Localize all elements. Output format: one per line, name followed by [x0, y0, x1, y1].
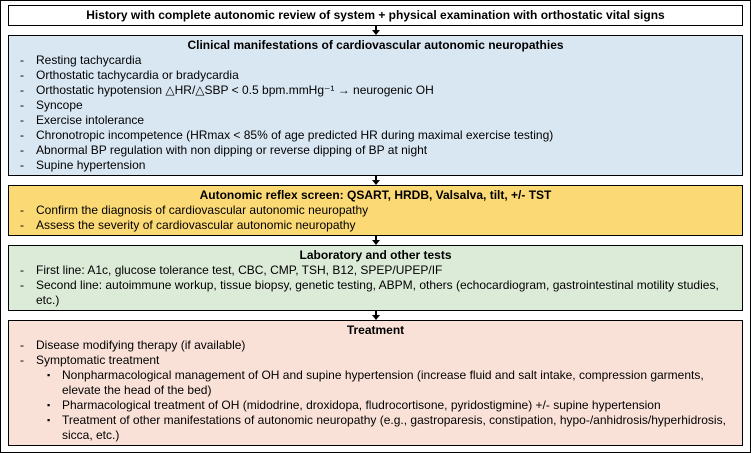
clinical-item — [14, 83, 737, 98]
down-arrow — [8, 26, 743, 35]
dash-bullet: - — [20, 278, 24, 292]
square-bullet: ▪ — [47, 415, 51, 425]
clinical-title: Clinical manifestations of cardiovascular autonomic neuropathies — [187, 38, 564, 52]
dash-bullet: - — [20, 218, 24, 232]
treatment-item — [14, 353, 737, 368]
dash-bullet: - — [20, 68, 24, 82]
labs-item-text: First line: A1c, glucose tolerance test, CBC, CMP, TSH, B12, SPEP/UPEP/IF — [36, 263, 443, 277]
treatment-sub-item-text: Pharmacological treatment of OH (midodrine, droxidopa, fludrocortisone, pyridostigmine) +/- supine hypertension — [62, 398, 661, 412]
history-box — [8, 5, 743, 26]
down-arrow — [8, 236, 743, 245]
dash-bullet: - — [20, 353, 24, 367]
treatment-sub-item — [41, 398, 737, 413]
clinical-item-text: Abnormal BP regulation with non dipping or reverse dipping of BP at night — [36, 143, 428, 157]
dash-bullet: - — [20, 338, 24, 352]
labs-item — [14, 278, 737, 308]
treatment-item-text: Symptomatic treatment — [36, 353, 160, 367]
laboratory-tests-box — [8, 245, 743, 311]
treatment-title: Treatment — [346, 323, 405, 337]
dash-bullet: - — [20, 83, 24, 97]
clinical-item — [14, 68, 737, 83]
labs-item-text: Second line: autoimmune workup, tissue biopsy, genetic testing, ABPM, others (echocardiogram, gastrointestinal motility studies, etc.) — [36, 278, 719, 307]
clinical-item-text: Chronotropic incompetence (HRmax < 85% of age predicted HR during maximal exercise testing) — [36, 128, 554, 142]
treatment-item — [14, 338, 737, 353]
dash-bullet: - — [20, 143, 24, 157]
dash-bullet: - — [20, 263, 24, 277]
reflex-item — [14, 203, 737, 218]
reflex-item-text: Confirm the diagnosis of cardiovascular autonomic neuropathy — [36, 203, 369, 217]
clinical-item — [14, 98, 737, 113]
clinical-item-text: Exercise intolerance — [36, 113, 145, 127]
down-arrow — [8, 311, 743, 320]
reflex-title: Autonomic reflex screen: QSART, HRDB, Valsalva, tilt, +/- TST — [199, 188, 552, 202]
clinical-item — [14, 53, 737, 68]
treatment-sub-item — [41, 368, 737, 398]
treatment-box — [8, 320, 743, 446]
clinical-item — [14, 143, 737, 158]
clinical-item — [14, 158, 737, 173]
treatment-sub-item — [41, 413, 737, 443]
history-title: History with complete autonomic review of system + physical examination with orthostatic vital signs — [86, 8, 665, 22]
dash-bullet: - — [20, 113, 24, 127]
clinical-manifestations-box — [8, 35, 743, 176]
clinical-item-text: Syncope — [36, 98, 83, 112]
square-bullet: ▪ — [47, 400, 51, 410]
clinical-item-text: Orthostatic hypotension △HR/△SBP < 0.5 bpm.mmHg⁻¹ → neurogenic OH — [36, 83, 434, 97]
autonomic-reflex-screen-box — [8, 185, 743, 236]
dash-bullet: - — [20, 128, 24, 142]
reflex-item — [14, 218, 737, 233]
clinical-item-text: Orthostatic tachycardia or bradycardia — [36, 68, 239, 82]
dash-bullet: - — [20, 158, 24, 172]
treatment-sub-item-text: Treatment of other manifestations of autonomic neuropathy (e.g., gastroparesis, constipation, hypo-/anhidrosis/hyperhidrosis, sicca, etc.) — [62, 413, 726, 442]
clinical-item-text: Supine hypertension — [36, 158, 146, 172]
clinical-item — [14, 113, 737, 128]
clinical-item — [14, 128, 737, 143]
treatment-sub-item-text: Nonpharmacological management of OH and supine hypertension (increase fluid and salt intake, compression garments, elevate the head of the bed) — [62, 368, 704, 397]
down-arrow — [8, 176, 743, 185]
reflex-item-text: Assess the severity of cardiovascular autonomic neuropathy — [36, 218, 356, 232]
treatment-item-text: Disease modifying therapy (if available) — [36, 338, 246, 352]
square-bullet: ▪ — [47, 370, 51, 380]
dash-bullet: - — [20, 53, 24, 67]
labs-item — [14, 263, 737, 278]
clinical-item-text: Resting tachycardia — [36, 53, 142, 67]
dash-bullet: - — [20, 98, 24, 112]
dash-bullet: - — [20, 203, 24, 217]
labs-title: Laboratory and other tests — [299, 248, 452, 262]
